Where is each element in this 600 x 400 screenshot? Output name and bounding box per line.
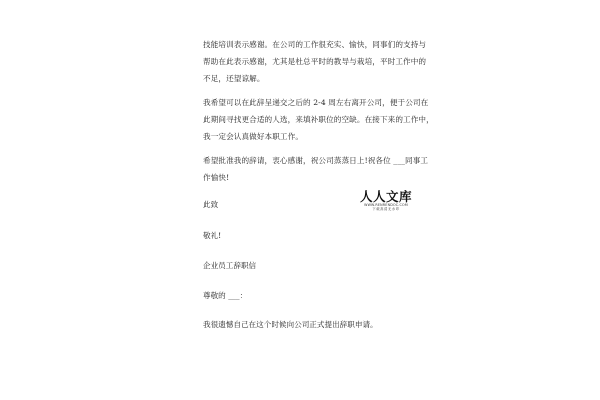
watermark-logo: [355, 190, 417, 211]
letter-title: 企业员工辞职信: [203, 261, 257, 270]
watermark-title: 人人文库: [359, 189, 412, 204]
paragraph-line: 我一定会认真做好本职工作。: [203, 132, 304, 141]
watermark-url: WWW.RENRENDOC.COM: [364, 203, 408, 207]
closing-salute: 敬礼!: [203, 231, 222, 240]
closing-respect: 此致: [203, 200, 219, 209]
paragraph-line: 希望批准我的辞请，衷心感谢，祝公司蒸蒸日上!祝各位 ___同事工: [203, 156, 429, 165]
watermark-tagline: 下载高清无水印: [372, 207, 400, 211]
paragraph-line: 作愉快!: [203, 173, 230, 182]
salutation: 尊敬的 ___：: [203, 291, 248, 300]
paragraph-line: 我希望可以在此辞呈递交之后的 2-4 周左右离开公司，便于公司在: [203, 98, 429, 107]
paragraph-line: 帮助在此表示感谢，尤其是杜总平时的教导与栽培，平时工作中的: [203, 57, 427, 66]
paragraph-departure-plan: [203, 94, 434, 145]
paragraph-line: 技能培训表示感谢。在公司的工作很充实、愉快，同事们的支持与: [203, 40, 427, 49]
paragraph-line: 不足，还望谅解。: [203, 74, 265, 83]
opening-line: 我很遗憾自己在这个时候向公司正式提出辞职申请。: [203, 320, 378, 329]
paragraph-wishes: [203, 152, 429, 186]
paragraph-gratitude: [203, 36, 427, 87]
paragraph-line: 此期间寻找更合适的人选，来填补职位的空缺。在接下来的工作中，: [203, 115, 434, 124]
